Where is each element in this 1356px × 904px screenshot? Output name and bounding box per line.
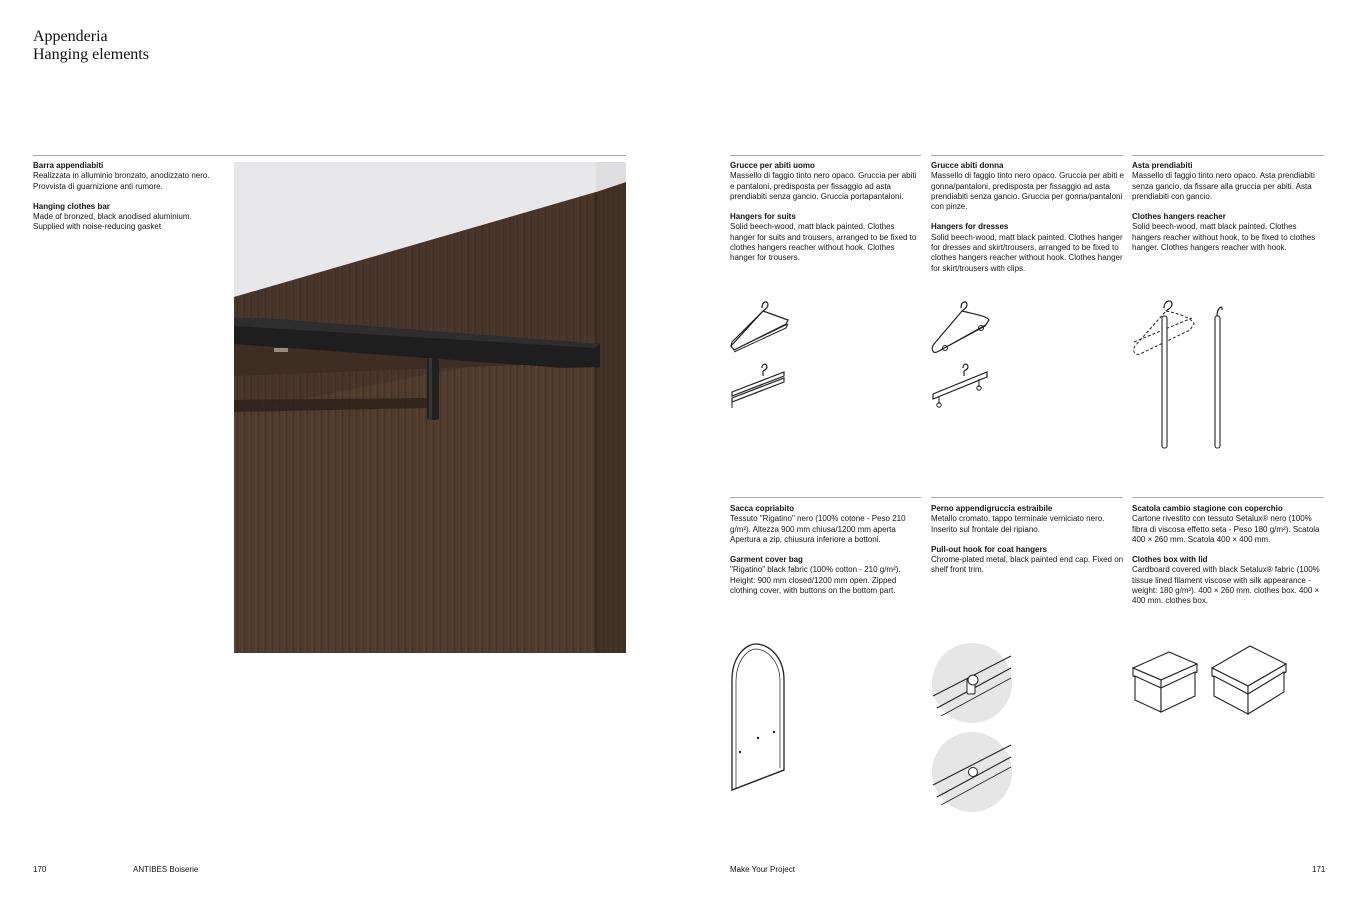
page-number-right: 171 — [1312, 865, 1326, 874]
product-title-it: Perno appendigruccia estraibile — [931, 504, 1053, 513]
divider-col1-bottom — [730, 497, 921, 498]
product-hangers-reacher — [1132, 161, 1324, 253]
product-desc-en: Chrome-plated metal, black painted end cap. Fixed on shelf front trim. — [931, 555, 1124, 575]
divider-col3-top — [1132, 155, 1324, 156]
product-title-it: Asta prendiabiti — [1132, 161, 1193, 170]
product-title-en: Pull-out hook for coat hangers — [931, 544, 1048, 554]
product-garment-bag — [730, 504, 921, 596]
divider-col2-bottom — [931, 497, 1123, 498]
trouser-hanger-icon — [728, 362, 788, 410]
product-desc-it: Cartone rivestito con tessuto Setalux® nero (100% fibra di viscosa effetto seta - Peso 180 g/m²). Scatola 400 × 260 mm. Scatola 400 × 400 mm. — [1132, 514, 1320, 544]
product-title-en: Clothes box with lid — [1132, 555, 1208, 565]
item-title-it: Barra appendiabiti — [33, 161, 104, 170]
product-desc-en: Solid beech-wood, matt black painted. Clothes hanger for dresses and skirt/trousers, arranged to be fixed to clothes hangers reacher without hook. Clothes hanger for skirt/trousers with clips. — [931, 232, 1123, 273]
product-desc-it: Massello di faggio tinto nero opaco. Asta prendiabiti senza gancio, da fissare alla gruccia per abiti. Asta prendiabiti con gancio. — [1132, 171, 1315, 201]
hanging-bar-photo — [234, 162, 626, 653]
product-desc-it: Massello di faggio tinto nero opaco. Gruccia per abiti e pantaloni, predisposta per fissaggio ad asta prendiabiti senza gancio. Gruccia portapantaloni. — [730, 171, 917, 201]
product-title-it: Grucce per abiti uomo — [730, 161, 815, 170]
product-title-en: Hangers for suits — [730, 212, 796, 222]
page-number-left: 170 — [33, 865, 47, 874]
page-title — [33, 28, 149, 64]
item-title-en: Hanging clothes bar — [33, 201, 110, 211]
product-title-it: Grucce abiti donna — [931, 161, 1004, 170]
suit-hanger-icon — [728, 298, 794, 360]
product-desc-en: Solid beech-wood, matt black painted. Clothes hanger for suits and trousers, arranged to be fixed to clothes hangers reacher without hook. Clothes hanger for trousers. — [730, 222, 917, 263]
item-desc-it: Realizzata in alluminio bronzato, anodizzato nero. Provvista di guarnizione anti rumore. — [33, 171, 210, 191]
product-clothes-box — [1132, 504, 1324, 607]
divider-col2-top — [931, 155, 1123, 156]
clothes-box-large-icon — [1210, 642, 1288, 716]
product-desc-it: Tessuto "Rigatino" nero (100% cotone - Peso 210 g/m²). Altezza 900 mm chiusa/1200 mm aperta Apertura a zip, chiusura inferiore a bottoni. — [730, 514, 906, 544]
product-desc-en: "Rigatino" black fabric (100% cotton - 210 g/m²). Height: 900 mm closed/1200 mm open. Zipped clothing cover, with buttons on the bottom part. — [730, 565, 901, 596]
product-desc-it: Massello di faggio tinto nero opaco. Gruccia per abiti e gonna/pantaloni, predisposta per fissaggio ad asta prendiabiti senza gancio. Gruccia per gonna/pantaloni con pinze. — [931, 171, 1124, 212]
product-title-it: Scatola cambio stagione con coperchio — [1132, 504, 1283, 513]
item-desc-en: Made of bronzed, black anodised aluminium. Supplied with noise-reducing gasket — [33, 212, 192, 232]
product-title-en: Hangers for dresses — [931, 222, 1009, 232]
product-desc-it: Metallo cromato, tappo terminale verniciato nero. Inserito sul frontale del ripiano. — [931, 514, 1105, 534]
product-desc-en: Cardboard covered with black Setalux® fabric (100% tissue lined filament viscose with silk appearance - weight: 180 g/m²). 400 × 260 mm. clothes box. 400 × 400 mm. clothes box. — [1132, 565, 1320, 606]
hangers-reacher-icon — [1130, 296, 1230, 452]
divider-col1-top — [730, 155, 921, 156]
clothes-box-small-icon — [1131, 648, 1199, 716]
garment-bag-icon — [728, 640, 790, 796]
product-dress-hangers — [931, 161, 1124, 274]
product-desc-en: Solid beech-wood, matt black painted. Clothes hangers reacher without hook, to be fixed to clothes hanger. Clothes hangers reacher with hook. — [1132, 222, 1316, 253]
product-pullout-hook — [931, 504, 1124, 576]
divider-col3-bottom — [1132, 497, 1324, 498]
pullout-hook-closed-icon — [931, 642, 1013, 724]
page-title-italian: Appenderia — [33, 28, 108, 45]
divider-left — [33, 155, 626, 156]
product-title-it: Sacca copriabito — [730, 504, 795, 513]
product-title-en: Garment cover bag — [730, 555, 803, 565]
pullout-hook-open-icon — [931, 731, 1013, 813]
dress-hanger-icon — [929, 298, 995, 360]
footer-section: Make Your Project — [730, 865, 795, 874]
footer-brand: ANTIBES Boiserie — [133, 865, 199, 874]
skirt-hanger-icon — [929, 362, 991, 410]
hanging-bar-description — [33, 161, 213, 233]
page-title-english: Hanging elements — [33, 46, 149, 63]
product-suit-hangers — [730, 161, 921, 264]
product-title-en: Clothes hangers reacher — [1132, 212, 1226, 222]
